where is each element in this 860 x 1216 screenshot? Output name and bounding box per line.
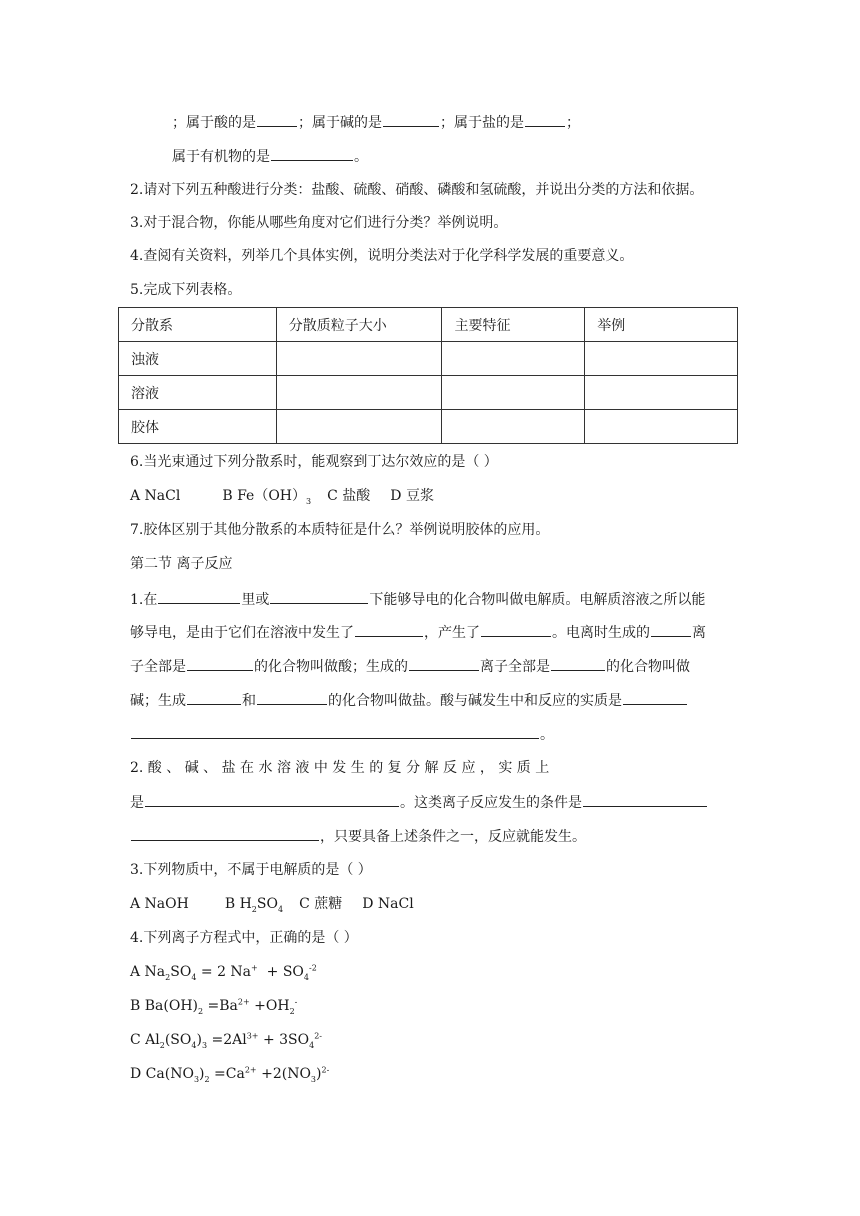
text: 的化合物叫做 <box>606 659 690 675</box>
option-a: A NaCl <box>130 488 181 504</box>
blank <box>481 622 551 637</box>
s2-q2-line1: 2. 酸 、 碱 、 盐 在 水 溶 液 中 发 生 的 复 分 解 反 应 ， 实 质 上 <box>130 760 550 776</box>
table-cell <box>276 410 442 444</box>
text: 。电离时生成的 <box>552 625 650 641</box>
subscript: 2 <box>165 972 171 982</box>
blank-base <box>383 112 439 127</box>
s2-q1-line3 <box>130 656 690 677</box>
blank-salt <box>525 112 565 127</box>
question-6-options <box>130 486 434 506</box>
text: 里或 <box>241 592 270 608</box>
text: 的化合物叫做酸；生成的 <box>254 659 408 675</box>
question-3: 3.对于混合物，你能从哪些角度对它们进行分类？举例说明。 <box>130 215 508 231</box>
text: 够导电，是由于它们在溶液中发生了 <box>130 625 354 641</box>
text: 。 <box>540 727 554 743</box>
option-c: C 盐酸 <box>327 488 371 504</box>
table-cell <box>585 376 738 410</box>
text: ，只要具备上述条件之一，反应就能发生。 <box>320 829 586 845</box>
text: ；属于盐的是 <box>440 115 524 131</box>
subscript: 3 <box>201 1040 208 1050</box>
text: +OH <box>249 998 290 1014</box>
text: + 3SO <box>258 1032 310 1048</box>
text: ) <box>316 1066 322 1082</box>
subscript: 4 <box>277 904 284 914</box>
question-5: 5.完成下列表格。 <box>130 282 242 298</box>
subscript: 4 <box>309 1040 315 1050</box>
option-c-equation <box>130 1030 322 1050</box>
s2-q1-line1 <box>130 589 705 610</box>
s2-q2-line3 <box>130 826 586 847</box>
blank <box>651 622 691 637</box>
subscript: 2 <box>159 1040 165 1050</box>
subscript: 3 <box>193 1074 200 1084</box>
table-header: 举例 <box>585 308 738 342</box>
text: 属于有机物的是 <box>172 149 270 165</box>
option-d: D 豆浆 <box>390 488 434 504</box>
superscript: + <box>251 963 258 973</box>
q1-line1 <box>172 112 580 133</box>
subscript: 4 <box>303 972 309 982</box>
q1-line2 <box>172 146 368 167</box>
blank <box>187 690 241 705</box>
option-d-equation <box>130 1064 329 1084</box>
text: A Na <box>130 964 166 980</box>
text: +2(NO <box>256 1066 311 1082</box>
blank <box>551 656 605 671</box>
blank <box>270 589 368 604</box>
text: =2Al <box>207 1032 247 1048</box>
table-cell <box>442 342 585 376</box>
blank <box>409 656 479 671</box>
text: 。 <box>354 149 368 165</box>
superscript: -2 <box>308 963 317 973</box>
text: 子全部是 <box>130 659 186 675</box>
subscript: 2 <box>289 1006 295 1016</box>
table-header: 分散系 <box>119 308 277 342</box>
text: ，产生了 <box>424 625 480 641</box>
option-b: B H <box>224 896 252 912</box>
table-cell: 浊液 <box>119 342 277 376</box>
blank <box>355 622 423 637</box>
subscript: 2 <box>197 1006 204 1016</box>
text: ；属于碱的是 <box>298 115 382 131</box>
blank <box>583 792 707 807</box>
option-d: D NaCl <box>362 896 414 912</box>
text: ) <box>196 1032 202 1048</box>
blank-organic <box>271 146 353 161</box>
s2-q2-line2 <box>130 792 708 813</box>
superscript: 2+ <box>237 997 250 1007</box>
option-b-equation <box>130 996 297 1016</box>
table-header-row <box>119 308 738 342</box>
table-row <box>119 410 738 444</box>
s2-q1-line2 <box>130 622 706 643</box>
text: 。这类离子反应发生的条件是 <box>400 795 582 811</box>
s2-q1-line4 <box>130 690 688 711</box>
subscript: 3 <box>306 496 312 506</box>
s2-q1-line5 <box>130 724 554 745</box>
question-6: 6.当光束通过下列分散系时，能观察到丁达尔效应的是（ ） <box>130 454 498 470</box>
option-a-equation <box>130 962 317 982</box>
text: ；属于酸的是 <box>172 115 256 131</box>
text: (SO <box>164 1032 192 1048</box>
table-row <box>119 342 738 376</box>
text: ； <box>566 115 580 131</box>
text: 1.在 <box>130 592 158 608</box>
table-cell <box>442 410 585 444</box>
section-title: 第二节 离子反应 <box>130 556 233 572</box>
text: B Ba(OH) <box>130 998 198 1014</box>
table-cell: 胶体 <box>119 410 277 444</box>
blank <box>257 690 327 705</box>
text: = 2 Na <box>196 964 252 980</box>
text: SO <box>256 896 278 912</box>
text: 离子全部是 <box>480 659 550 675</box>
option-c: C 蔗糖 <box>299 896 343 912</box>
s2-q3-options <box>130 894 414 914</box>
blank <box>187 656 253 671</box>
blank <box>623 690 687 705</box>
superscript: 2- <box>314 1031 323 1041</box>
table-cell: 溶液 <box>119 376 277 410</box>
text: 是 <box>130 795 144 811</box>
table-cell <box>585 342 738 376</box>
text: ) <box>199 1066 205 1082</box>
subscript: 3 <box>310 1074 317 1084</box>
blank <box>131 826 319 841</box>
table-cell <box>585 410 738 444</box>
blank <box>158 589 240 604</box>
question-2: 2.请对下列五种酸进行分类：盐酸、硫酸、硝酸、磷酸和氢硫酸，并说出分类的方法和依据。 <box>130 182 704 198</box>
s2-q3-stem: 3.下列物质中，不属于电解质的是（ ） <box>130 862 372 878</box>
text: =Ba <box>203 998 238 1014</box>
subscript: 4 <box>191 972 197 982</box>
text: SO <box>170 964 192 980</box>
text: D Ca(NO <box>130 1066 194 1082</box>
blank-acid <box>257 112 297 127</box>
table-cell <box>276 376 442 410</box>
table-row <box>119 376 738 410</box>
subscript: 4 <box>191 1040 197 1050</box>
table-header: 分散质粒子大小 <box>276 308 442 342</box>
blank <box>131 724 539 739</box>
blank <box>145 792 399 807</box>
dispersion-table <box>118 307 738 444</box>
table-header: 主要特征 <box>442 308 585 342</box>
s2-q4-stem: 4.下列离子方程式中，正确的是（ ） <box>130 930 358 946</box>
text: 离 <box>692 625 706 641</box>
table-cell <box>276 342 442 376</box>
text: C Al <box>130 1032 160 1048</box>
question-7: 7.胶体区别于其他分散系的本质特征是什么？举例说明胶体的应用。 <box>130 522 550 538</box>
text: + SO <box>257 964 304 980</box>
text: 和 <box>242 693 256 709</box>
superscript: 2+ <box>244 1065 257 1075</box>
text: 下能够导电的化合物叫做电解质。电解质溶液之所以能 <box>369 592 706 608</box>
subscript: 2 <box>204 1074 210 1084</box>
text: 的化合物叫做盐。酸与碱发生中和反应的实质是 <box>328 693 622 709</box>
text: 碱；生成 <box>130 693 186 709</box>
question-4: 4.查阅有关资料，列举几个具体实例，说明分类法对于化学科学发展的重要意义。 <box>130 248 634 264</box>
superscript: 2- <box>321 1065 330 1075</box>
superscript: - <box>294 997 298 1007</box>
option-a: A NaOH <box>130 896 189 912</box>
subscript: 2 <box>251 904 257 914</box>
option-b: B Fe（OH） <box>222 488 307 504</box>
table-cell <box>442 376 585 410</box>
text: =Ca <box>209 1066 245 1082</box>
superscript: 3+ <box>246 1031 259 1041</box>
